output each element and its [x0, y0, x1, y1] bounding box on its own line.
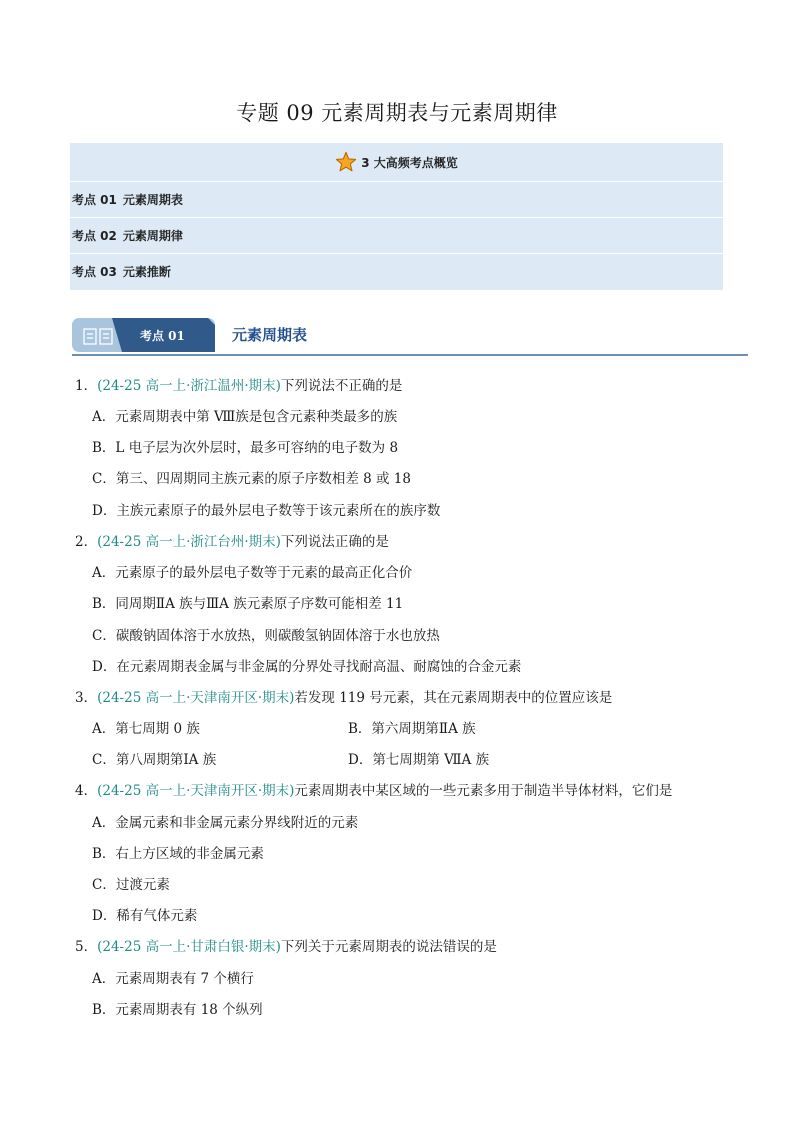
question-source: (24-25 高一上·甘肃白银·期末) [97, 939, 281, 955]
question-stem [75, 935, 497, 955]
question-source: (24-25 高一上·浙江台州·期末) [97, 534, 281, 550]
answer-option: B．L 电子层为次外层时，最多可容纳的电子数为 8 [92, 440, 399, 456]
overview-header-text: 3 大高频考点概览 [361, 155, 458, 170]
question-number: 2． [75, 534, 98, 550]
question-stem [75, 779, 672, 799]
answer-option: A．元素周期表有 7 个横行 [92, 971, 254, 987]
overview-item [70, 182, 723, 218]
answer-option: A．元素周期表中第 Ⅷ族是包含元素种类最多的族 [92, 409, 398, 425]
overview-item-code: 考点 01 [72, 193, 117, 207]
answer-option: D．主族元素原子的最外层电子数等于该元素所在的族序数 [92, 503, 441, 519]
answer-option: B．右上方区域的非金属元素 [92, 846, 264, 862]
question-text: 下列关于元素周期表的说法错误的是 [280, 939, 497, 955]
answer-option: C．碳酸钠固体溶于水放热，则碳酸氢钠固体溶于水也放热 [92, 628, 440, 644]
answer-option: B．同周期ⅡA 族与ⅢA 族元素原子序数可能相差 11 [92, 596, 404, 612]
overview-box [70, 143, 723, 290]
answer-option: D．稀有气体元素 [92, 908, 198, 924]
question-number: 3． [75, 690, 98, 706]
star-icon [335, 151, 357, 173]
question-text: 下列说法正确的是 [280, 534, 389, 550]
overview-item [70, 254, 723, 289]
section-tab-label: 考点 01 [140, 329, 185, 343]
question-stem [75, 686, 612, 706]
answer-option: B．元素周期表有 18 个纵列 [92, 1002, 263, 1018]
answer-option: A．第七周期 0 族 [92, 721, 200, 737]
answer-option: B．第六周期第ⅡA 族 [348, 721, 476, 737]
question-text: 元素周期表中某区域的一些元素多用于制造半导体材料，它们是 [294, 783, 673, 799]
page-title: 专题 09 元素周期表与元素周期律 [236, 101, 558, 125]
answer-option: D．在元素周期表金属与非金属的分界处寻找耐高温、耐腐蚀的合金元素 [92, 659, 522, 675]
question-number: 5． [75, 939, 98, 955]
overview-item-name: 元素周期律 [122, 229, 183, 243]
answer-option: D．第七周期第 ⅦA 族 [348, 752, 490, 768]
overview-header [70, 143, 723, 182]
answer-option: C．第八周期第ⅠA 族 [92, 752, 217, 768]
overview-item [70, 218, 723, 254]
section-title: 元素周期表 [232, 326, 308, 344]
overview-item-code: 考点 02 [72, 229, 117, 243]
overview-item-name: 元素推断 [122, 265, 171, 279]
question-stem [75, 374, 402, 394]
question-number: 4． [75, 783, 98, 799]
question-number: 1． [75, 378, 98, 394]
question-source: (24-25 高一上·浙江温州·期末) [97, 378, 281, 394]
question-text: 若发现 119 号元素，其在元素周期表中的位置应该是 [294, 690, 613, 706]
answer-option: A．金属元素和非金属元素分界线附近的元素 [92, 815, 359, 831]
section-divider [72, 354, 748, 356]
answer-option: A．元素原子的最外层电子数等于元素的最高正化合价 [92, 565, 413, 581]
question-source: (24-25 高一上·天津南开区·期末) [97, 783, 295, 799]
section-header [72, 318, 752, 358]
answer-option: C．第三、四周期同主族元素的原子序数相差 8 或 18 [92, 471, 411, 487]
overview-item-code: 考点 03 [72, 265, 117, 279]
question-source: (24-25 高一上·天津南开区·期末) [97, 690, 295, 706]
question-stem [75, 530, 389, 550]
overview-item-name: 元素周期表 [122, 193, 183, 207]
question-text: 下列说法不正确的是 [280, 378, 403, 394]
answer-option: C．过渡元素 [92, 877, 170, 893]
